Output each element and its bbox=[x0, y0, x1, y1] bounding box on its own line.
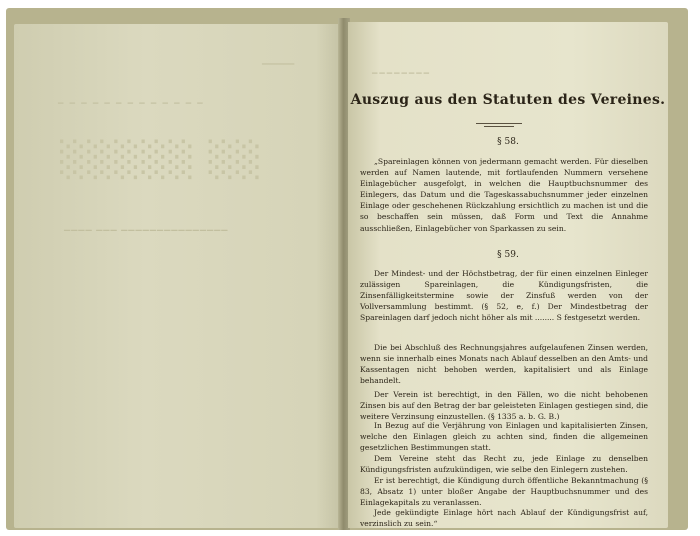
paragraph: Dem Vereine steht das Recht zu, jede Einlage zu denselben Kündigungsfristen aufzukündigen, wie selbe den Einlegern zustehen. bbox=[360, 454, 648, 475]
title-divider bbox=[476, 123, 522, 124]
bleed-through-text: ▁ ▁ ▁ ▁ ▁ ▁ ▁ ▁ ▁ ▁ ▁ ▁ ▁ bbox=[58, 96, 205, 104]
paragraph: In Bezug auf die Verjährung von Einlagen und kapitalisierten Zinsen, welche den Einlagen gleich zu achten sind, finden die allgemeinen gesetzlichen Bestimmungen statt. bbox=[360, 421, 648, 453]
bleed-through-text: ▁▁▁▁▁▁▁▁ bbox=[372, 66, 432, 74]
section-heading: § 58. bbox=[497, 137, 519, 147]
bleed-through-text: ▁▁▁▁ ▁▁▁ ▁▁▁▁▁▁▁▁▁▁▁▁▁▁▁ bbox=[64, 222, 229, 231]
section-heading: § 59. bbox=[497, 250, 519, 260]
paragraph: Er ist berechtigt, die Kündigung durch öffentliche Bekanntmachung (§ 83, Absatz 1) unter bloßer Angabe der Hauptbuchsnummer und des Einlagekapitals zu veranlassen. bbox=[360, 476, 648, 508]
bleed-through-text: ░░░░░ ░░ bbox=[60, 140, 263, 180]
statutes-excerpt bbox=[348, 22, 668, 528]
paragraph: Der Verein ist berechtigt, in den Fällen, wo die nicht behobenen Zinsen bis auf den Betrag der bar geleisteten Einlagen gestiegen sind, die weitere Verzinsung einzustellen. (§ 1335 a. b. G. B.) bbox=[360, 390, 648, 422]
paragraph: Der Mindest- und der Höchstbetrag, der für einen einzelnen Einleger zulässigen Spareinlagen, die Kündigungsfristen, die Zinsenfälligkeitstermine sowie der Zinsfuß werden von der Vollversammlung bestimmt. (§ 52, e, f.) Der Mindestbetrag der Spareinlagen darf jedoch nicht höher als mit ........ S festgesetzt werden. bbox=[360, 269, 648, 323]
title-divider bbox=[484, 126, 514, 127]
paragraph: Jede gekündigte Einlage hört nach Ablauf der Kündigungsfrist auf, verzinslich zu sein.“ bbox=[360, 508, 648, 529]
bleed-through-text: ▔▔▔▔▔▔ bbox=[262, 64, 295, 72]
paragraph: Die bei Abschluß des Rechnungsjahres aufgelaufenen Zinsen werden, wenn sie innerhalb eines Monats nach Ablauf desselben an den Amts- und Kassentagen nicht behoben werden, kapitalisiert und als Einlage behandelt. bbox=[360, 343, 648, 386]
page-title: Auszug aus den Statuten des Vereines. bbox=[350, 92, 666, 108]
paragraph: „Spareinlagen können von jedermann gemacht werden. Für dieselben werden auf Namen lautende, mit fortlaufenden Nummern versehene Einlagebücher ausgefolgt, in welchen die Hauptbuchsnummer des Einlegers, das Datum und die Tageskassabuchsnummer jeder einzelnen Einlage oder geschehenen Rückzahlung ersichtlich zu machen ist und die so beschaffen sein müssen, daß Form und Text die Annahme ausschließen, Einlagebücher von Sparkassen zu sein. bbox=[360, 157, 648, 233]
